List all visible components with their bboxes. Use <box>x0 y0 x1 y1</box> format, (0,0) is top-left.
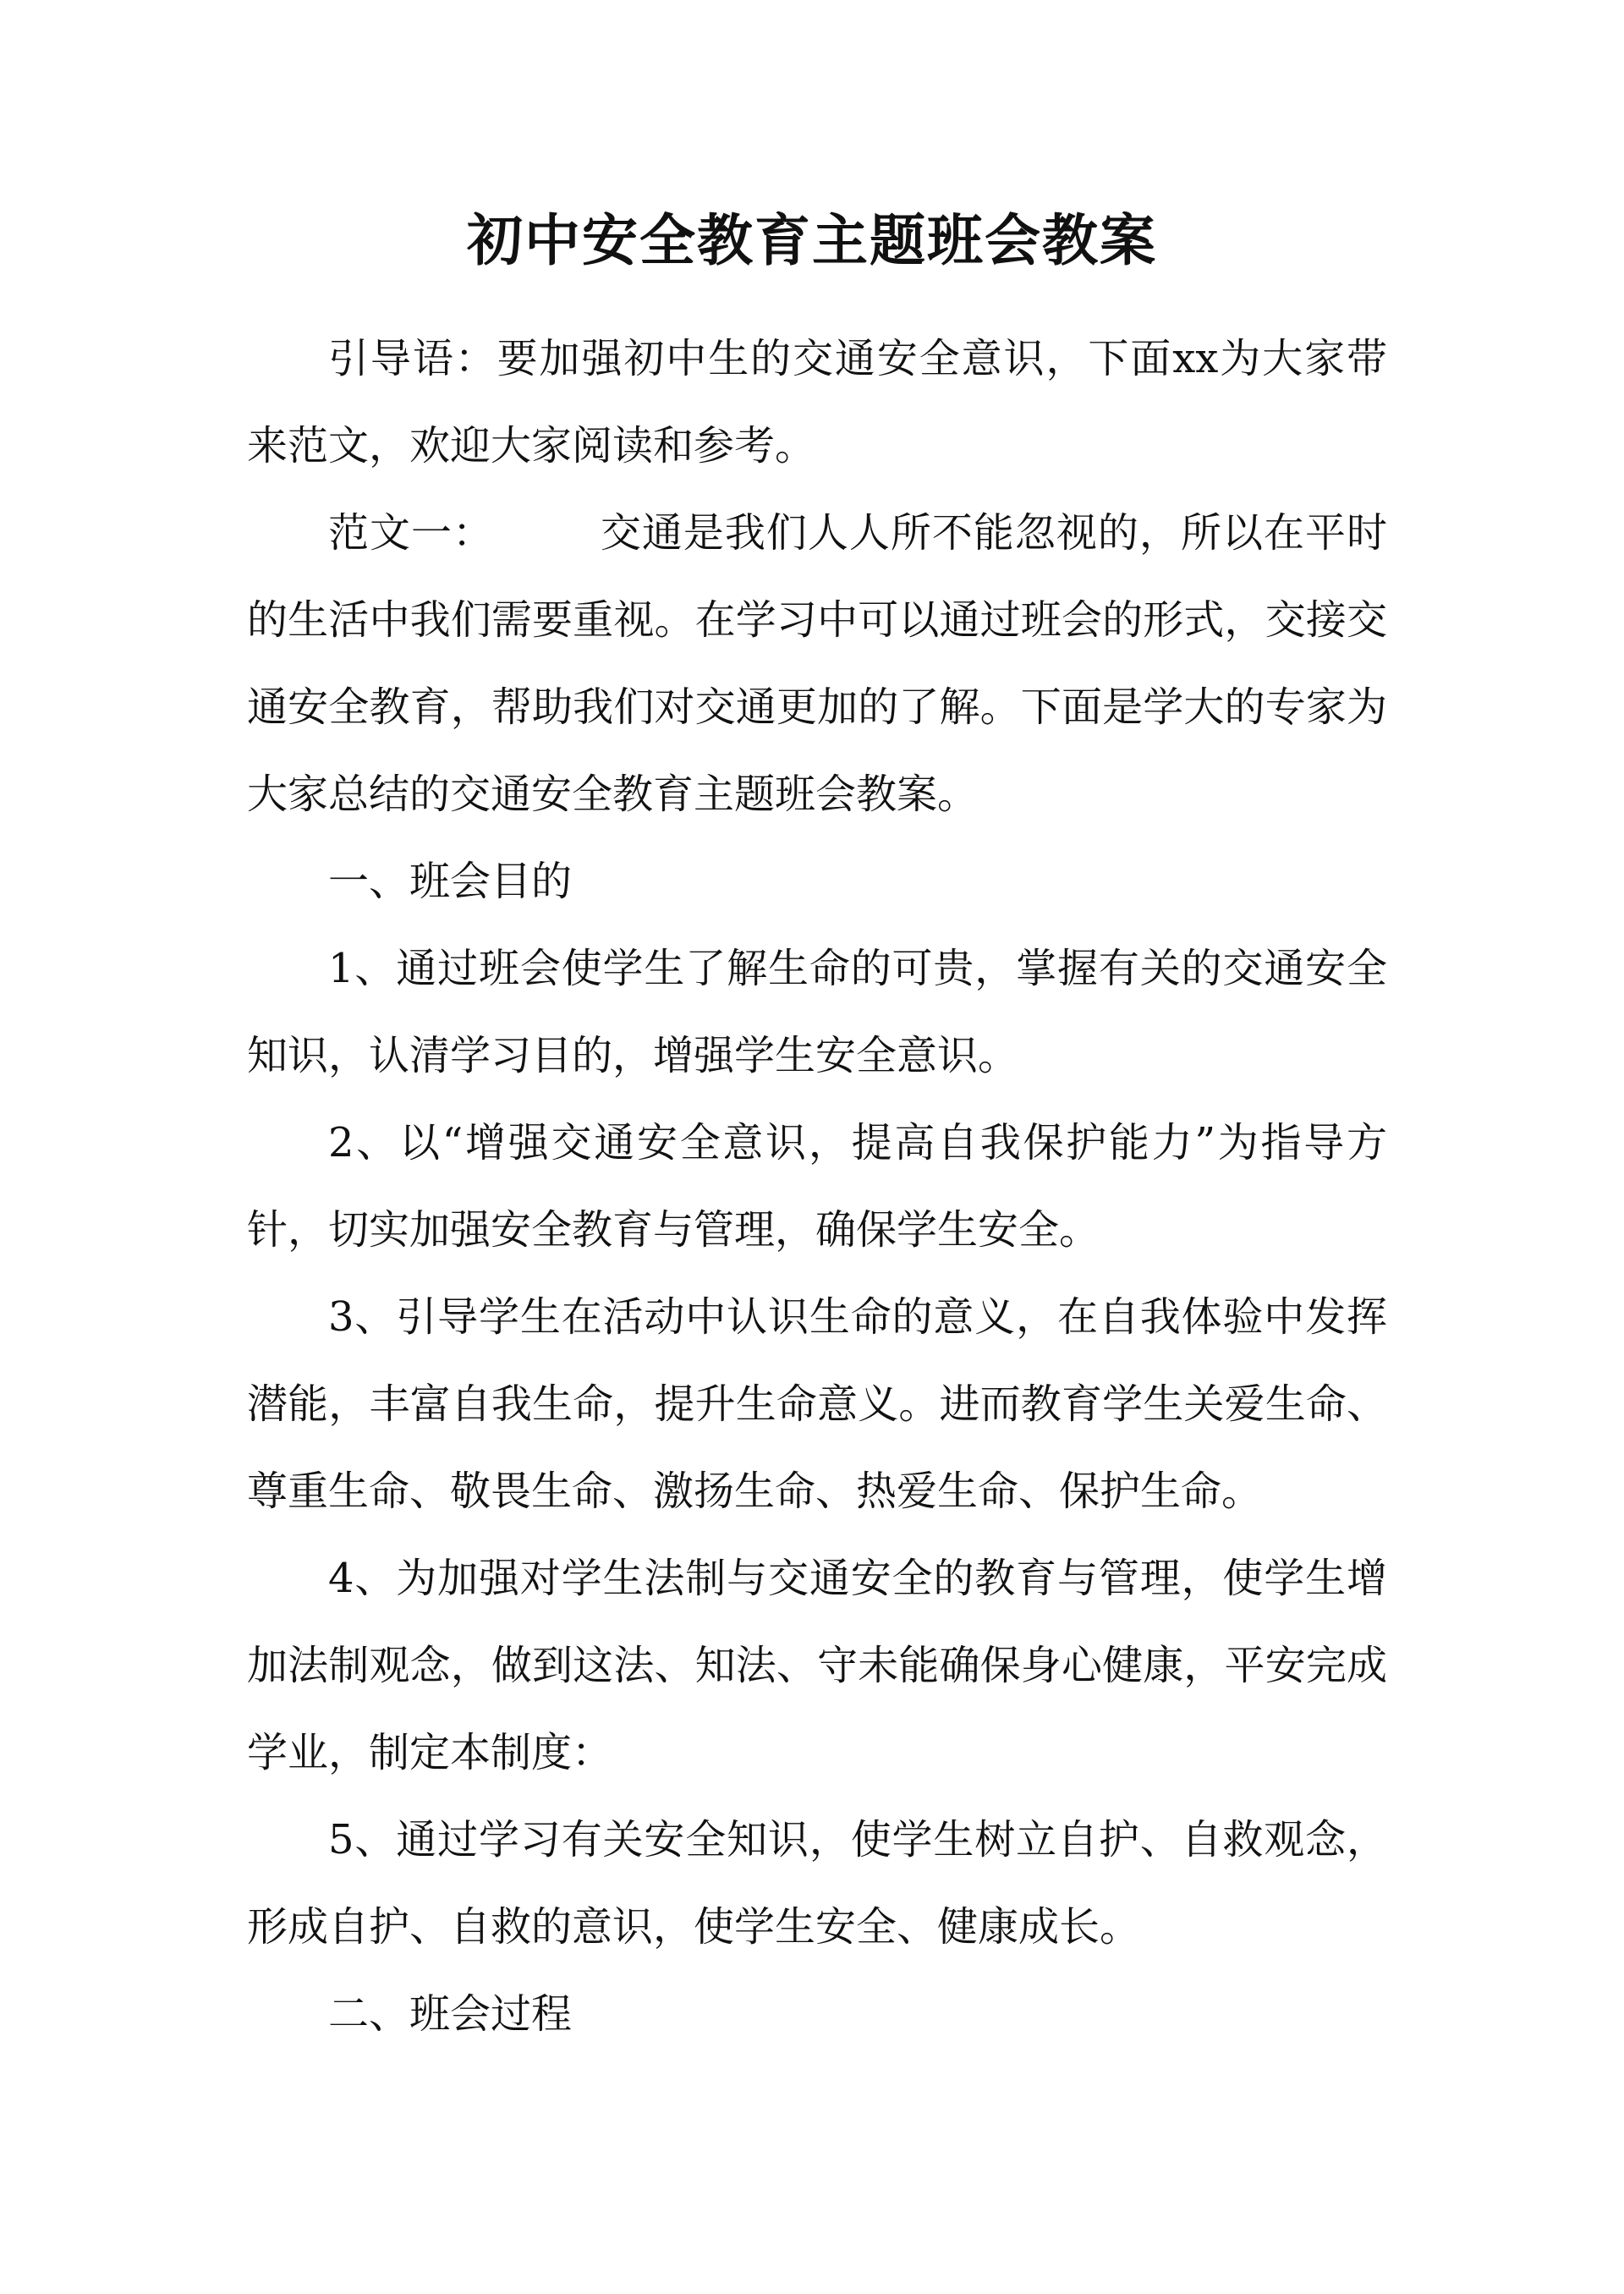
sample-paragraph <box>247 490 1387 838</box>
document-body <box>247 316 1387 2058</box>
sample-label: 范文一： <box>328 509 495 557</box>
purpose-item-2: 2、以“增强交通安全意识，提高自我保护能力”为指导方针，切实加强安全教育与管理，确保学生安全。 <box>247 1119 1387 1254</box>
purpose-item-5: 5、通过学习有关安全知识，使学生树立自护、自救观念，形成自护、自救的意识，使学生安全、健康成长。 <box>247 1816 1387 1951</box>
section-heading-purpose: 一、班会目的 <box>328 858 573 905</box>
purpose-item-3: 3、引导学生在活动中认识生命的意义，在自我体验中发挥潜能，丰富自我生命，提升生命意义。进而教育学生关爱生命、尊重生命、敬畏生命、激扬生命、热爱生命、保护生命。 <box>247 1293 1387 1515</box>
section-heading-process: 二、班会过程 <box>328 1990 573 2038</box>
document-title: 初中安全教育主题班会教案 <box>467 208 1157 273</box>
intro-paragraph: 引导语：要加强初中生的交通安全意识，下面xx为大家带来范文，欢迎大家阅读和参考。 <box>247 335 1387 469</box>
purpose-item-4: 4、为加强对学生法制与交通安全的教育与管理，使学生增加法制观念，做到这法、知法、守未能确保身心健康，平安完成学业，制定本制度： <box>247 1555 1387 1776</box>
purpose-item-1: 1、通过班会使学生了解生命的可贵，掌握有关的交通安全知识，认清学习目的，增强学生安全意识。 <box>247 945 1387 1079</box>
sample-text: 交通是我们人人所不能忽视的，所以在平时的生活中我们需要重视。在学习中可以通过班会的形式，交接交通安全教育，帮助我们对交通更加的了解。下面是学大的专家为大家总结的交通安全教育主题班会教案。 <box>247 509 1387 818</box>
